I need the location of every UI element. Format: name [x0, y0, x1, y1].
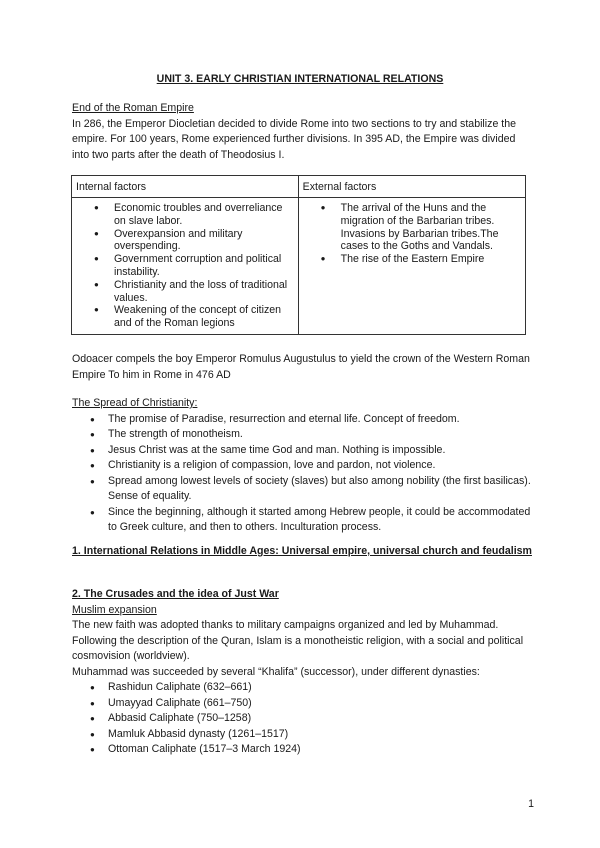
odoacer-section	[72, 352, 532, 383]
external-factors-list	[299, 202, 525, 266]
list-item: ● Christianity and the loss of traditional values.	[72, 279, 298, 305]
list-item: ● Spread among lowest levels of society (slaves) but also among nobility (the first basilicas). Sense of equality.	[72, 474, 532, 505]
internal-factors-cell	[72, 198, 299, 335]
section-2	[72, 587, 532, 758]
list-item: ● The promise of Paradise, resurrection and eternal life. Concept of freedom.	[72, 412, 532, 428]
list-item: ● Umayyad Caliphate (661–750)	[72, 696, 532, 712]
list-item: ● Overexpansion and military overspending.	[72, 228, 298, 254]
christianity-heading: The Spread of Christianity:	[72, 397, 198, 409]
list-item: ● Since the beginning, although it started among Hebrew people, it could be accommodated to Greek culture, and then to others. Inculturation process.	[72, 505, 532, 536]
list-item: ● Ottoman Caliphate (1517–3 March 1924)	[72, 742, 532, 758]
list-item: ● Rashidun Caliphate (632–661)	[72, 680, 532, 696]
list-item: ● The rise of the Eastern Empire	[299, 253, 525, 266]
factors-table	[71, 175, 526, 335]
odoacer-paragraph: Odoacer compels the boy Emperor Romulus Augustulus to yield the crown of the Western Roman Empire To him in Rome in 476 AD	[72, 353, 530, 381]
list-item: ● Jesus Christ was at the same time God and man. Nothing is impossible.	[72, 443, 532, 459]
list-item: ● The arrival of the Huns and the migration of the Barbarian tribes. Invasions by Barbarian tribes.The cases to the Goths and Vandals.	[299, 202, 525, 253]
end-of-empire-section	[72, 101, 532, 163]
list-item: ● Abbasid Caliphate (750–1258)	[72, 711, 532, 727]
end-of-empire-heading: End of the Roman Empire	[72, 102, 194, 114]
page-number: 1	[528, 798, 534, 810]
list-item: ● Mamluk Abbasid dynasty (1261–1517)	[72, 727, 532, 743]
list-item: ● The strength of monotheism.	[72, 427, 532, 443]
list-item: ● Christianity is a religion of compassion, love and pardon, not violence.	[72, 458, 532, 474]
external-factors-header: External factors	[298, 176, 525, 198]
list-item: ● Weakening of the concept of citizen and of the Roman legions	[72, 304, 298, 330]
document-title: UNIT 3. EARLY CHRISTIAN INTERNATIONAL RELATIONS	[156, 73, 444, 85]
christianity-section	[72, 396, 532, 536]
internal-factors-header: Internal factors	[72, 176, 299, 198]
list-item: ● Government corruption and political instability.	[72, 253, 298, 279]
end-of-empire-paragraph: In 286, the Emperor Diocletian decided to divide Rome into two sections to try and stabilize the empire. For 100 years, Rome experienced further divisions. In 395 AD, the Empire was divided into two parts after the death of Theodosius I.	[72, 117, 517, 161]
external-factors-cell	[298, 198, 525, 335]
internal-factors-list	[72, 202, 298, 330]
muslim-paragraph-2: Muhammad was succeeded by several “Khalifa” (successor), under different dynasties:	[72, 665, 480, 678]
factors-table-body-row	[72, 198, 526, 335]
section-1	[72, 544, 532, 560]
christianity-list	[72, 412, 532, 536]
dynasties-list	[72, 680, 532, 758]
muslim-expansion-heading: Muslim expansion	[72, 603, 157, 616]
factors-table-header-row	[72, 176, 526, 198]
muslim-paragraph-1: The new faith was adopted thanks to military campaigns organized and led by Muhammad. Following the description of the Quran, Islam is a monotheistic religion, with a social and political cosmovision (worldview).	[72, 619, 524, 662]
section-1-heading: 1. International Relations in Middle Ages: Universal empire, universal church and feudalism	[72, 545, 532, 557]
section-2-heading: 2. The Crusades and the idea of Just War	[72, 588, 279, 600]
list-item: ● Economic troubles and overreliance on slave labor.	[72, 202, 298, 228]
